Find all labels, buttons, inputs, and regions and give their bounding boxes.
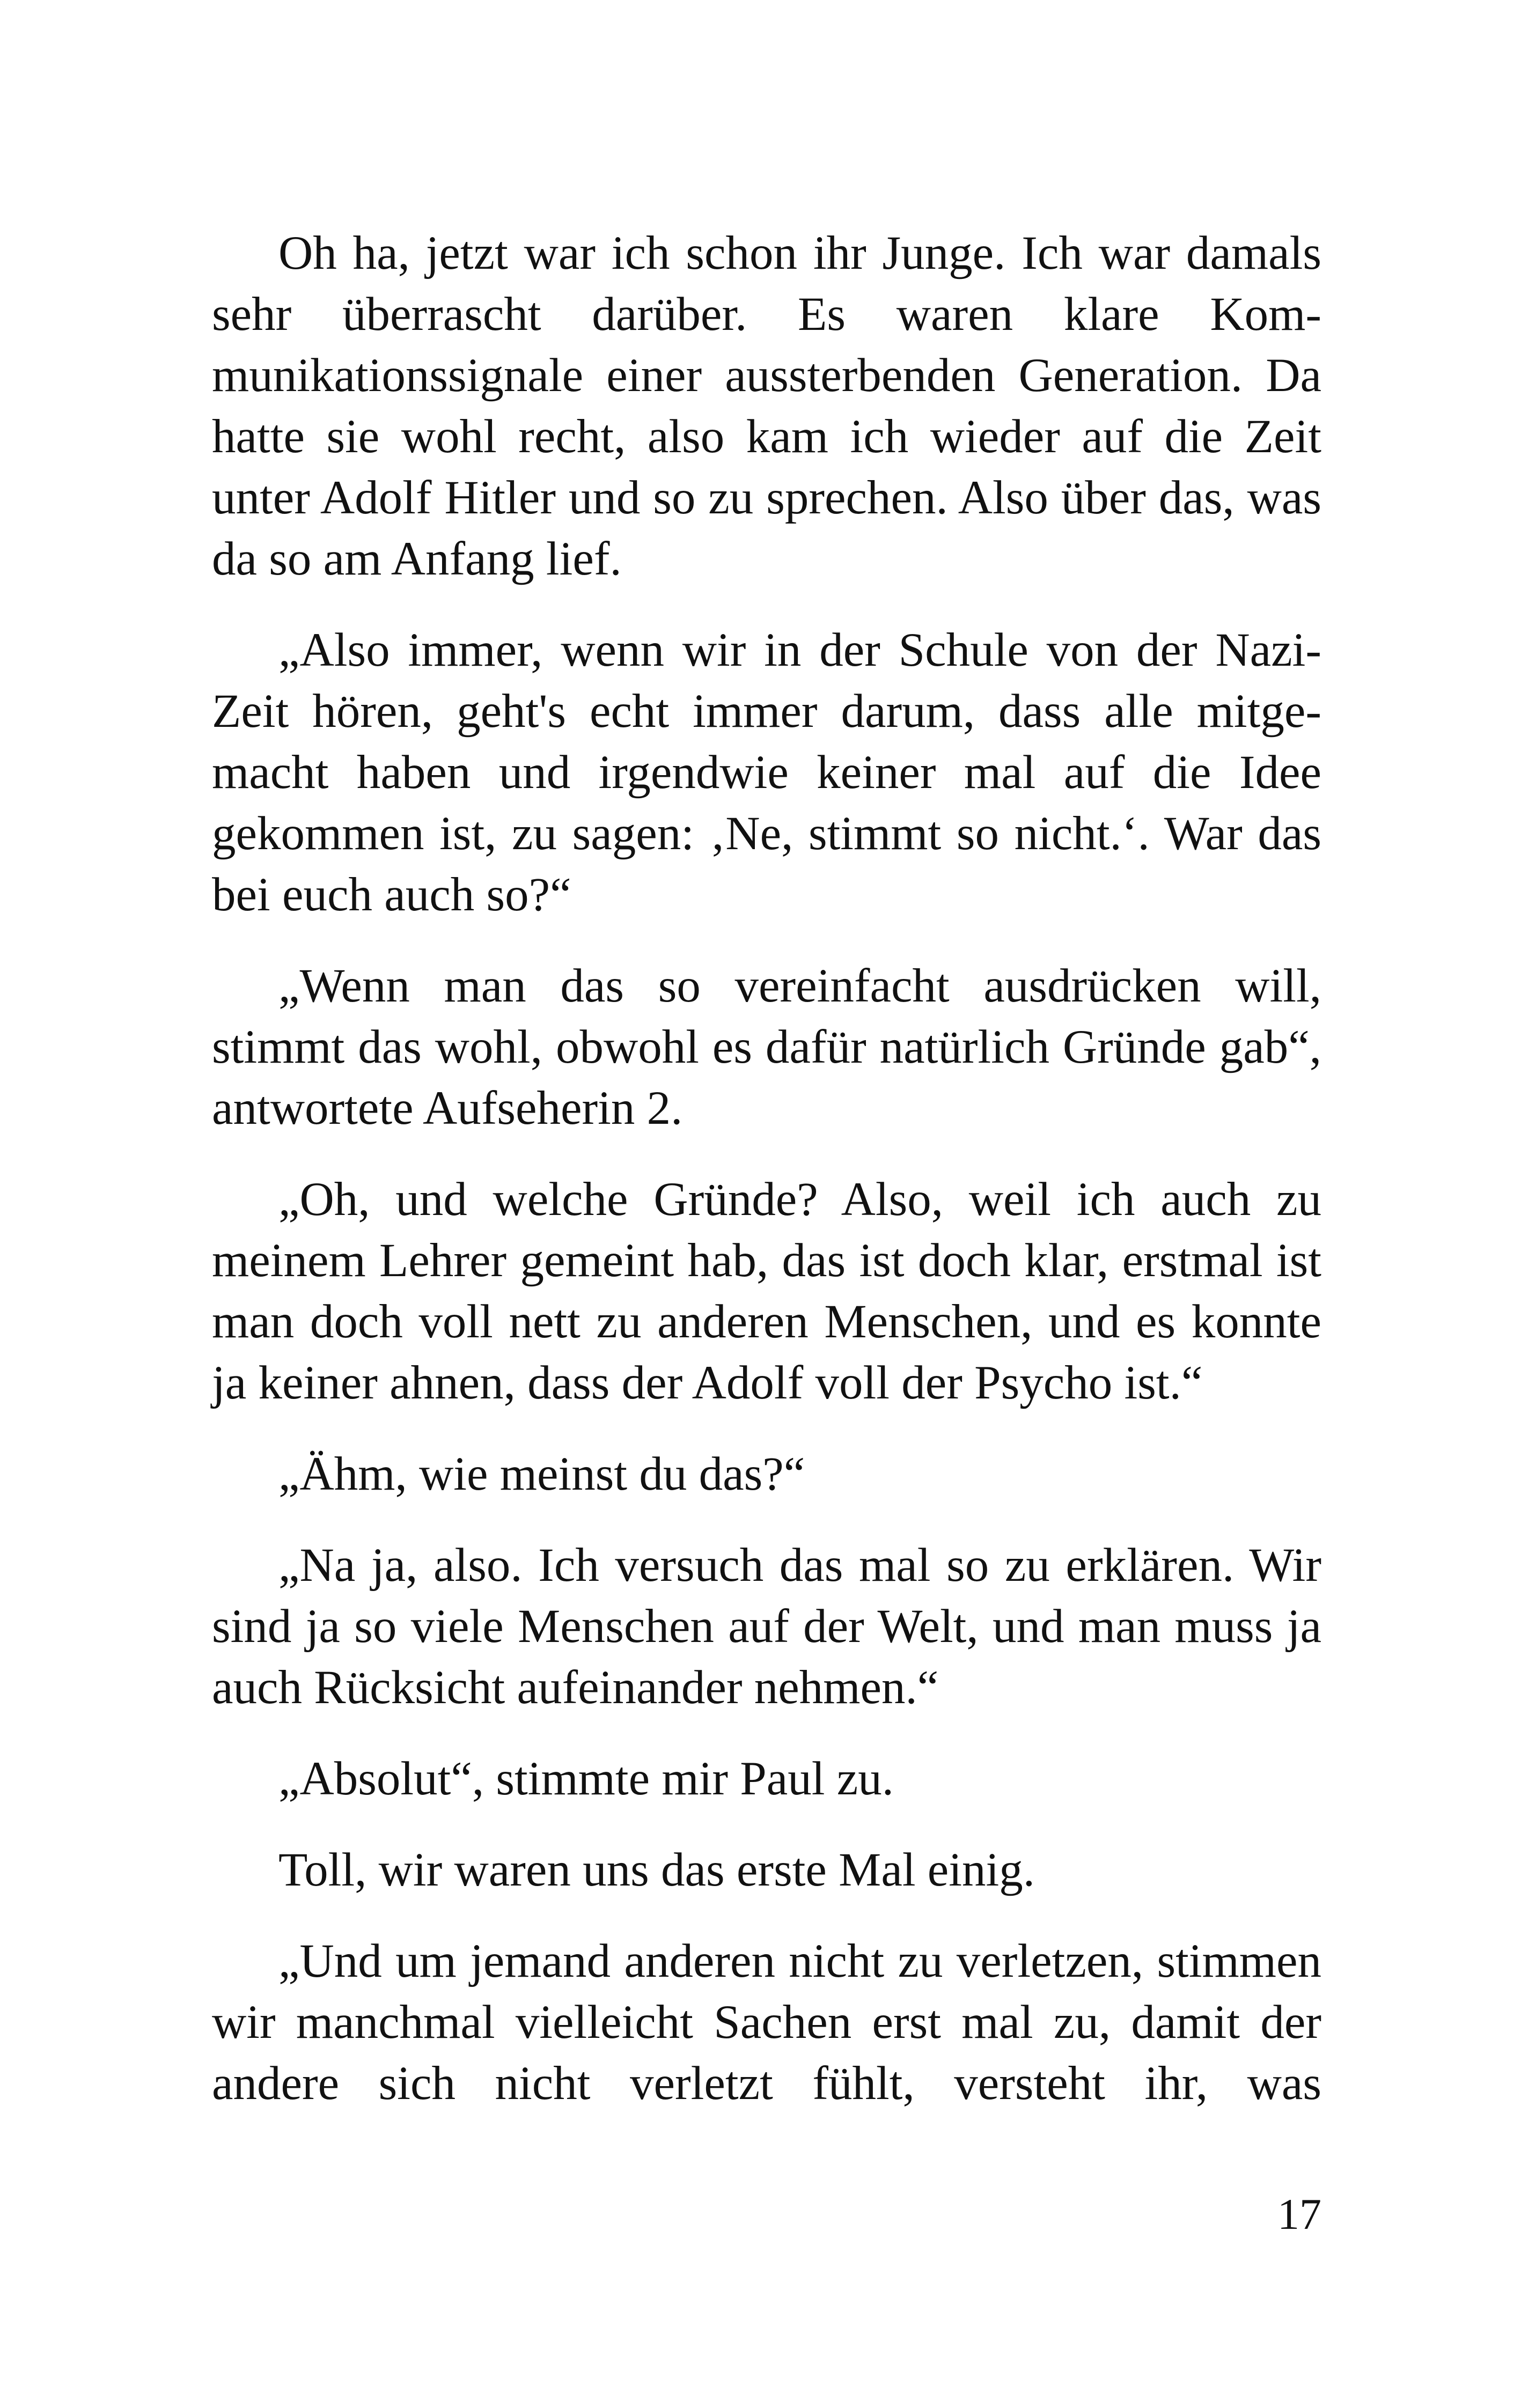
paragraph-7: „Absolut“, stimmte mir Paul zu. <box>278 1752 894 1805</box>
paragraph-2: „Also immer, wenn wir in der Schule von der Nazi-Zeit hören, geht's echt immer darum, dass alle mitgemacht haben und irgendwie keiner mal auf die Idee gekommen ist, zu sagen: ‚Ne, stimmt so nicht.‘. War das bei euch auch so?“ <box>212 624 1321 921</box>
page-number: 17 <box>1277 2190 1321 2238</box>
body-text <box>212 223 1321 2114</box>
paragraph-1: Oh ha, jetzt war ich schon ihr Junge. Ich war damals sehr überrascht darüber. Es waren klare Kommunikationssignale einer aussterbenden Generation. Da hatte sie wohl recht, also kam ich wieder auf die Zeit unter Adolf Hitler und so zu sprechen. Also über das, was da so am Anfang lief. <box>212 227 1321 585</box>
paragraph-5: „Ähm, wie meinst du das?“ <box>278 1448 805 1500</box>
paragraph-6: „Na ja, also. Ich versuch das mal so zu erklären. Wir sind ja so viele Menschen auf der Welt, und man muss ja auch Rücksicht aufeinander nehmen.“ <box>212 1539 1321 1714</box>
paragraph-3: „Wenn man das so vereinfacht ausdrücken will, stimmt das wohl, obwohl es dafür natürlich Gründe gab“, antwortete Aufseherin 2. <box>212 960 1321 1135</box>
paragraph-8: Toll, wir waren uns das erste Mal einig. <box>278 1844 1035 1896</box>
paragraph-9: „Und um jemand anderen nicht zu verletzen, stimmen wir manchmal vielleicht Sachen erst mal zu, damit der andere sich nicht verletzt fühlt, versteht ihr, was <box>212 1935 1321 2110</box>
paragraph-4: „Oh, und welche Gründe? Also, weil ich auch zu meinem Lehrer gemeint hab, das ist doch klar, erstmal ist man doch voll nett zu anderen Menschen, und es konnte ja keiner ahnen, dass der Adolf voll der Psycho ist.“ <box>212 1173 1321 1409</box>
